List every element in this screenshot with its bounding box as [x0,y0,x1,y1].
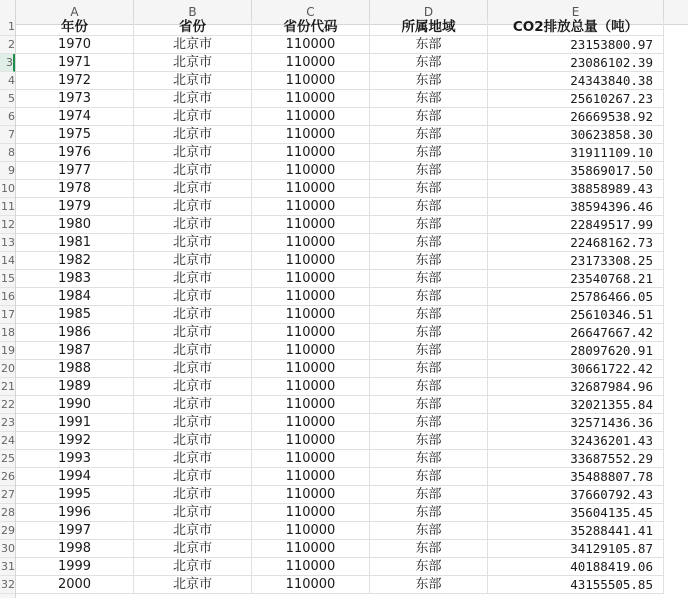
table-cell[interactable]: 东部 [370,450,488,468]
table-cell[interactable]: 26647667.42 [488,324,664,342]
table-row [16,216,688,234]
table-cell[interactable]: 37660792.43 [488,486,664,504]
table-row [16,324,688,342]
row-number[interactable]: 17 [0,306,15,324]
table-cell[interactable]: 1975 [16,126,134,144]
row-header-bar [0,20,16,598]
table-cell[interactable]: 31911109.10 [488,144,664,162]
table-cell[interactable]: 北京市 [134,234,252,252]
table-cell[interactable]: 24343840.38 [488,72,664,90]
table-cell[interactable]: 1978 [16,180,134,198]
table-cell[interactable]: 东部 [370,468,488,486]
table-cell[interactable]: 北京市 [134,396,252,414]
table-cell[interactable]: 北京市 [134,504,252,522]
header-cell[interactable]: 省份 [134,18,252,36]
column-header-b[interactable]: B [134,0,252,24]
table-cell[interactable]: 1995 [16,486,134,504]
table-cell[interactable]: 110000 [252,126,370,144]
table-cell[interactable]: 1984 [16,288,134,306]
table-cell[interactable]: 1993 [16,450,134,468]
table-row [16,270,688,288]
table-cell[interactable]: 110000 [252,36,370,54]
row-number[interactable]: 11 [0,198,15,216]
table-cell[interactable]: 110000 [252,54,370,72]
table-cell[interactable]: 北京市 [134,576,252,594]
table-cell[interactable]: 110000 [252,180,370,198]
table-cell[interactable]: 110000 [252,504,370,522]
table-cell[interactable]: 北京市 [134,288,252,306]
table-cell[interactable]: 东部 [370,396,488,414]
table-cell[interactable]: 北京市 [134,162,252,180]
table-row [16,522,688,540]
table-cell[interactable]: 北京市 [134,432,252,450]
table-cell[interactable]: 110000 [252,234,370,252]
table-cell[interactable]: 1973 [16,90,134,108]
table-cell[interactable]: 110000 [252,270,370,288]
row-number[interactable]: 20 [0,360,15,378]
table-cell[interactable]: 东部 [370,198,488,216]
table-cell[interactable]: 1987 [16,342,134,360]
table-cell[interactable]: 北京市 [134,378,252,396]
header-row [16,18,688,36]
column-header-d[interactable]: D [370,0,488,24]
table-cell[interactable]: 东部 [370,558,488,576]
table-row [16,306,688,324]
table-cell[interactable]: 北京市 [134,144,252,162]
table-cell[interactable]: 东部 [370,504,488,522]
table-cell[interactable]: 东部 [370,270,488,288]
table-cell[interactable]: 东部 [370,540,488,558]
table-cell[interactable]: 1996 [16,504,134,522]
table-row [16,504,688,522]
table-cell[interactable]: 东部 [370,306,488,324]
table-cell[interactable]: 东部 [370,108,488,126]
row-number[interactable]: 24 [0,432,15,450]
table-cell[interactable]: 1990 [16,396,134,414]
table-cell[interactable]: 110000 [252,216,370,234]
table-cell[interactable]: 110000 [252,90,370,108]
row-number[interactable]: 18 [0,324,15,342]
table-cell[interactable]: 2000 [16,576,134,594]
table-cell[interactable]: 北京市 [134,414,252,432]
row-number[interactable]: 3 [0,54,15,72]
table-row [16,288,688,306]
row-number[interactable]: 12 [0,216,15,234]
table-row [16,36,688,54]
row-number[interactable]: 8 [0,144,15,162]
table-cell[interactable]: 1986 [16,324,134,342]
table-cell[interactable]: 32436201.43 [488,432,664,450]
table-cell[interactable]: 北京市 [134,216,252,234]
table-cell[interactable]: 110000 [252,558,370,576]
table-cell[interactable]: 东部 [370,360,488,378]
row-number[interactable]: 1 [0,18,15,36]
table-row [16,252,688,270]
table-cell[interactable]: 35869017.50 [488,162,664,180]
table-row [16,360,688,378]
header-cell[interactable]: 省份代码 [252,18,370,36]
table-cell[interactable]: 22849517.99 [488,216,664,234]
row-number[interactable]: 13 [0,234,15,252]
table-row [16,486,688,504]
table-row [16,162,688,180]
table-cell[interactable]: 110000 [252,486,370,504]
table-cell[interactable]: 东部 [370,234,488,252]
table-cell[interactable]: 北京市 [134,558,252,576]
row-number[interactable]: 19 [0,342,15,360]
table-cell[interactable]: 110000 [252,198,370,216]
table-row [16,414,688,432]
row-number[interactable]: 6 [0,108,15,126]
table-cell[interactable]: 1972 [16,72,134,90]
table-cell[interactable]: 1979 [16,198,134,216]
row-number[interactable]: 28 [0,504,15,522]
table-cell[interactable]: 38858989.43 [488,180,664,198]
table-cell[interactable]: 23086102.39 [488,54,664,72]
table-cell[interactable]: 23173308.25 [488,252,664,270]
table-cell[interactable]: 110000 [252,378,370,396]
table-cell[interactable]: 22468162.73 [488,234,664,252]
table-cell[interactable]: 东部 [370,288,488,306]
table-row [16,54,688,72]
row-number[interactable]: 5 [0,90,15,108]
table-cell[interactable]: 东部 [370,324,488,342]
column-header-c[interactable]: C [252,0,370,24]
table-cell[interactable]: 110000 [252,72,370,90]
table-cell[interactable]: 1970 [16,36,134,54]
header-cell[interactable]: 年份 [16,18,134,36]
table-cell[interactable]: 东部 [370,180,488,198]
table-cell[interactable]: 北京市 [134,360,252,378]
table-cell[interactable]: 30661722.42 [488,360,664,378]
table-cell[interactable]: 1983 [16,270,134,288]
table-cell[interactable]: 110000 [252,108,370,126]
row-number[interactable]: 15 [0,270,15,288]
table-row [16,342,688,360]
table-row [16,378,688,396]
table-cell[interactable]: 30623858.30 [488,126,664,144]
header-cell[interactable]: CO2排放总量（吨） [488,18,664,36]
table-row [16,234,688,252]
table-cell[interactable]: 32571436.36 [488,414,664,432]
table-cell[interactable]: 1971 [16,54,134,72]
row-number[interactable]: 31 [0,558,15,576]
table-cell[interactable]: 东部 [370,486,488,504]
table-cell[interactable]: 北京市 [134,108,252,126]
row-number[interactable]: 27 [0,486,15,504]
table-cell[interactable]: 北京市 [134,486,252,504]
table-row [16,72,688,90]
table-row [16,558,688,576]
table-cell[interactable]: 北京市 [134,270,252,288]
row-number[interactable]: 16 [0,288,15,306]
table-cell[interactable]: 110000 [252,396,370,414]
table-cell[interactable]: 35488807.78 [488,468,664,486]
table-cell[interactable]: 北京市 [134,126,252,144]
table-cell[interactable]: 北京市 [134,306,252,324]
table-cell[interactable]: 1981 [16,234,134,252]
table-cell[interactable]: 东部 [370,72,488,90]
table-cell[interactable]: 东部 [370,576,488,594]
row-number[interactable]: 32 [0,576,15,594]
table-cell[interactable]: 35288441.41 [488,522,664,540]
table-cell[interactable]: 北京市 [134,252,252,270]
table-cell[interactable]: 110000 [252,522,370,540]
table-cell[interactable]: 北京市 [134,72,252,90]
table-cell[interactable]: 东部 [370,378,488,396]
row-number[interactable]: 14 [0,252,15,270]
table-cell[interactable]: 1985 [16,306,134,324]
row-number[interactable]: 30 [0,540,15,558]
table-cell[interactable]: 25610346.51 [488,306,664,324]
table-cell[interactable]: 32021355.84 [488,396,664,414]
table-cell[interactable]: 110000 [252,540,370,558]
table-cell[interactable]: 北京市 [134,180,252,198]
table-cell[interactable]: 东部 [370,216,488,234]
table-cell[interactable]: 23153800.97 [488,36,664,54]
table-cell[interactable]: 23540768.21 [488,270,664,288]
table-cell[interactable]: 1992 [16,432,134,450]
table-cell[interactable]: 25786466.05 [488,288,664,306]
row-number[interactable]: 2 [0,36,15,54]
row-number[interactable]: 9 [0,162,15,180]
table-cell[interactable]: 东部 [370,252,488,270]
table-row [16,576,688,594]
table-cell[interactable]: 25610267.23 [488,90,664,108]
table-row [16,144,688,162]
table-cell[interactable]: 40188419.06 [488,558,664,576]
table-row [16,468,688,486]
table-cell[interactable]: 东部 [370,414,488,432]
table-cell[interactable]: 110000 [252,414,370,432]
row-number[interactable]: 26 [0,468,15,486]
row-number[interactable]: 23 [0,414,15,432]
table-cell[interactable]: 北京市 [134,540,252,558]
row-number[interactable]: 10 [0,180,15,198]
column-header-e[interactable]: E [488,0,664,24]
table-cell[interactable]: 东部 [370,126,488,144]
table-cell[interactable]: 东部 [370,54,488,72]
row-number[interactable]: 4 [0,72,15,90]
table-row [16,396,688,414]
table-cell[interactable]: 北京市 [134,36,252,54]
table-cell[interactable]: 28097620.91 [488,342,664,360]
table-cell[interactable]: 1997 [16,522,134,540]
table-cell[interactable]: 110000 [252,252,370,270]
table-cell[interactable]: 1976 [16,144,134,162]
table-cell[interactable]: 东部 [370,144,488,162]
table-cell[interactable]: 38594396.46 [488,198,664,216]
table-cell[interactable]: 东部 [370,36,488,54]
table-cell[interactable]: 35604135.45 [488,504,664,522]
table-cell[interactable]: 33687552.29 [488,450,664,468]
table-cell[interactable]: 1980 [16,216,134,234]
table-cell[interactable]: 东部 [370,90,488,108]
table-cell[interactable]: 北京市 [134,342,252,360]
table-cell[interactable]: 110000 [252,162,370,180]
table-cell[interactable]: 110000 [252,360,370,378]
table-cell[interactable]: 43155505.85 [488,576,664,594]
table-row [16,450,688,468]
row-number[interactable]: 21 [0,378,15,396]
table-cell[interactable]: 32687984.96 [488,378,664,396]
table-cell[interactable]: 北京市 [134,450,252,468]
row-number[interactable]: 29 [0,522,15,540]
table-cell[interactable]: 北京市 [134,324,252,342]
table-cell[interactable]: 1982 [16,252,134,270]
table-cell[interactable]: 110000 [252,432,370,450]
table-cell[interactable]: 110000 [252,450,370,468]
table-cell[interactable]: 1991 [16,414,134,432]
table-row [16,90,688,108]
table-cell[interactable]: 1999 [16,558,134,576]
table-cell[interactable]: 26669538.92 [488,108,664,126]
table-cell[interactable]: 110000 [252,342,370,360]
table-row [16,108,688,126]
table-cell[interactable]: 1989 [16,378,134,396]
table-cell[interactable]: 北京市 [134,468,252,486]
row-number[interactable]: 7 [0,126,15,144]
table-cell[interactable]: 东部 [370,342,488,360]
table-cell[interactable]: 34129105.87 [488,540,664,558]
table-cell[interactable]: 1988 [16,360,134,378]
table-cell[interactable]: 1994 [16,468,134,486]
table-cell[interactable]: 北京市 [134,198,252,216]
table-row [16,126,688,144]
table-row [16,180,688,198]
table-cell[interactable]: 110000 [252,306,370,324]
table-cell[interactable]: 北京市 [134,90,252,108]
table-cell[interactable]: 110000 [252,324,370,342]
table-row [16,540,688,558]
table-cell[interactable]: 东部 [370,162,488,180]
row-number[interactable]: 22 [0,396,15,414]
header-cell[interactable]: 所属地域 [370,18,488,36]
table-cell[interactable]: 110000 [252,288,370,306]
table-cell[interactable]: 1998 [16,540,134,558]
table-cell[interactable]: 1974 [16,108,134,126]
table-cell[interactable]: 110000 [252,144,370,162]
table-cell[interactable]: 东部 [370,522,488,540]
table-cell[interactable]: 东部 [370,432,488,450]
row-number[interactable]: 25 [0,450,15,468]
column-header-a[interactable]: A [16,0,134,24]
table-row [16,432,688,450]
table-cell[interactable]: 110000 [252,576,370,594]
table-cell[interactable]: 1977 [16,162,134,180]
table-cell[interactable]: 110000 [252,468,370,486]
table-cell[interactable]: 北京市 [134,522,252,540]
table-row [16,198,688,216]
table-cell[interactable]: 北京市 [134,54,252,72]
